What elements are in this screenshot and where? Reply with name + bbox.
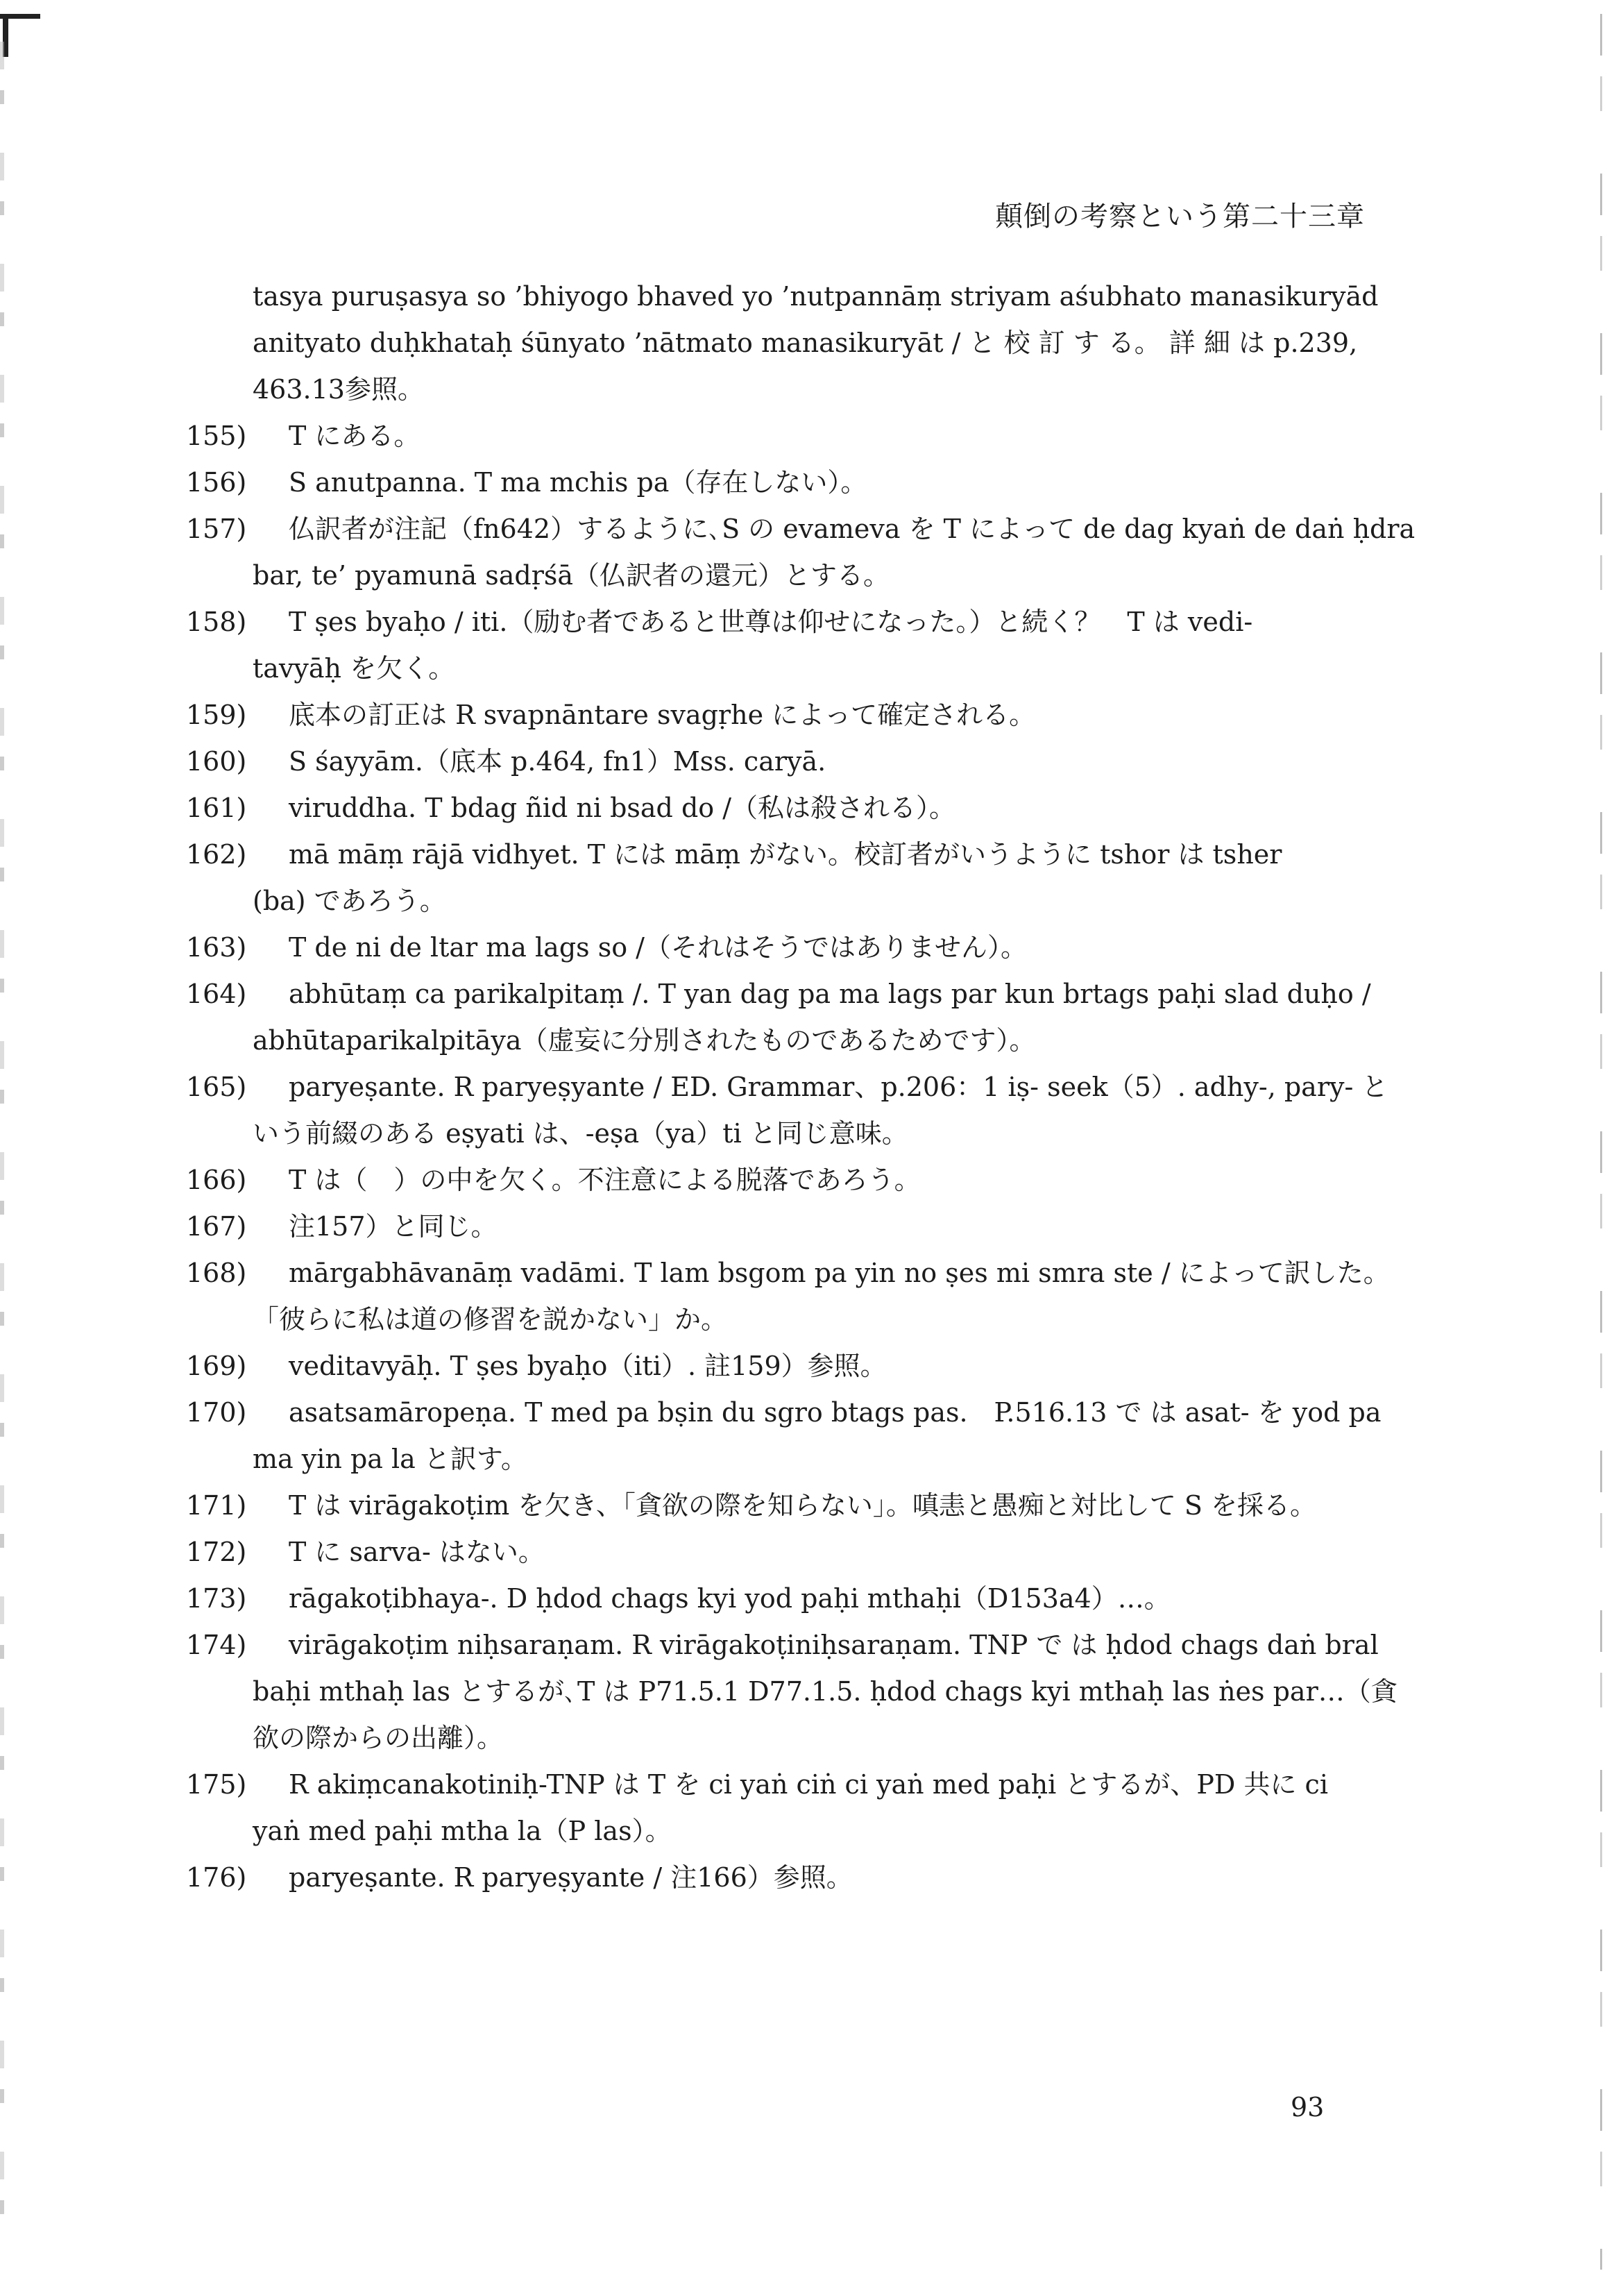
footnote-line: 注157）と同じ。 xyxy=(289,1211,498,1242)
footnote-line: abhūtaparikalpitāya（虚妄に分別されたものであるためです）。 xyxy=(253,1025,1036,1056)
running-head: 顛倒の考察という第二十三章 xyxy=(995,201,1365,233)
footnote-item xyxy=(186,832,1393,925)
footnote-line: T de ni de ltar ma lags so /（それはそうではありません）。 xyxy=(289,932,1027,963)
footnote-line: abhūtaṃ ca parikalpitaṃ /. T yan dag pa ma lags par kun brtags paḥi slad duḥo / xyxy=(289,979,1371,1009)
footnote-line: S śayyām.（底本 p.464, fn1）Mss. caryā. xyxy=(289,746,826,777)
footnote-number: 172) xyxy=(186,1537,247,1567)
footnote-number: 157) xyxy=(186,514,247,544)
continued-line: 463.13参照。 xyxy=(253,374,424,405)
scan-edge-right xyxy=(1600,14,1602,2270)
footnote-text xyxy=(253,599,1393,692)
footnote-line: paryeṣante. R paryeṣyante / 注166）参照。 xyxy=(289,1862,853,1893)
footnote-line: T ṣes byaḥo / iti.（励む者であると世尊は仰せになった。）と続く？ T は vedi- xyxy=(289,607,1253,637)
footnote-number: 170) xyxy=(186,1397,247,1428)
footnote-text xyxy=(289,1343,1393,1390)
footnote-line: S anutpanna. T ma mchis pa（存在しない）。 xyxy=(289,467,867,498)
footnote-line: 仏訳者が注記（fn642）するように､S の evameva を T によって de dag kyaṅ de daṅ ḥdra xyxy=(289,514,1416,544)
footnote-line: 底本の訂正は R svapnāntare svagṛhe によって確定される。 xyxy=(289,700,1036,730)
footnote-number: 168) xyxy=(186,1258,247,1288)
footnote-text xyxy=(253,1390,1393,1483)
notes-block xyxy=(186,273,1416,1901)
footnote-number: 156) xyxy=(186,467,247,498)
footnote-line: R akiṃcanakotiniḥ-TNP は T を ci yaṅ ciṅ ci yaṅ med paḥi とするが、PD 共に ci xyxy=(289,1769,1328,1800)
footnote-line: 欲の際からの出離）。 xyxy=(253,1723,504,1753)
footnote-line: tavyāḥ を欠く。 xyxy=(253,653,455,684)
footnote-number: 169) xyxy=(186,1351,247,1381)
footnote-line: rāgakoṭibhaya-. D ḥdod chags kyi yod paḥi mthaḥi（D153a4）…。 xyxy=(289,1583,1171,1614)
footnote-item xyxy=(186,1343,1393,1390)
footnote-text xyxy=(289,1157,1393,1204)
footnote-line: T は virāgakoṭim を欠き、「貪欲の際を知らない」。嗔恚と愚痴と対比して S を採る。 xyxy=(289,1490,1317,1521)
footnote-text xyxy=(289,738,1393,785)
footnote-line: paryeṣante. R paryeṣyante / ED. Grammar、p.206：1 iṣ- seek（5）. adhy-, pary- と xyxy=(289,1072,1388,1102)
footnote-text xyxy=(253,1064,1393,1157)
footnote-item xyxy=(186,785,1393,832)
footnote-line: mā māṃ rājā vidhyet. T には māṃ がない。校訂者がいうように tshor は tsher xyxy=(289,839,1282,870)
footnote-number: 166) xyxy=(186,1165,247,1195)
footnote-item xyxy=(186,971,1393,1064)
footnote-item xyxy=(186,1762,1393,1855)
footnote-item xyxy=(186,692,1393,738)
footnote-item xyxy=(186,1622,1397,1762)
footnote-number: 165) xyxy=(186,1072,247,1102)
scan-corner-mark xyxy=(0,0,83,49)
footnote-item xyxy=(186,1390,1393,1483)
footnote-item xyxy=(186,1483,1393,1529)
footnote-line: virāgakoṭim niḥsaraṇam. R virāgakoṭiniḥsaraṇam. TNP で は ḥdod chags daṅ bral xyxy=(289,1630,1379,1660)
footnote-line: mārgabhāvanāṃ vadāmi. T lam bsgom pa yin no ṣes mi smra ste / によって訳した。 xyxy=(289,1258,1390,1288)
footnote-number: 159) xyxy=(186,700,247,730)
footnote-line: yaṅ med paḥi mtha la（P las）。 xyxy=(253,1816,672,1846)
continued-line: tasya puruṣasya so ’bhiyogo bhaved yo ’nutpannāṃ striyam aśubhato manasikuryād xyxy=(253,281,1379,312)
footnote-item xyxy=(186,413,1393,459)
footnote-text xyxy=(289,1204,1393,1250)
footnote-number: 160) xyxy=(186,746,247,777)
footnote-number: 163) xyxy=(186,932,247,963)
footnote-text xyxy=(289,1855,1393,1901)
footnote-text xyxy=(253,971,1393,1064)
footnote-line: ma yin pa la と訳す。 xyxy=(253,1444,527,1474)
footnote-text xyxy=(289,1576,1393,1622)
footnote-text xyxy=(289,1529,1393,1576)
footnote-text xyxy=(289,785,1393,832)
footnote-text xyxy=(289,925,1393,971)
footnote-number: 161) xyxy=(186,793,247,823)
footnote-number: 176) xyxy=(186,1862,247,1893)
footnote-item xyxy=(186,506,1416,599)
footnote-text xyxy=(289,692,1393,738)
footnote-number: 167) xyxy=(186,1211,247,1242)
footnote-line: 「彼らに私は道の修習を説かない」か。 xyxy=(253,1304,728,1335)
footnote-line: veditavyāḥ. T ṣes byaḥo（iti）. 註159）参照。 xyxy=(289,1351,887,1381)
continued-note xyxy=(186,273,1393,413)
footnote-item xyxy=(186,459,1393,506)
footnote-item xyxy=(186,599,1393,692)
footnote-item xyxy=(186,925,1393,971)
footnote-line: T に sarva- はない。 xyxy=(289,1537,545,1567)
footnote-item xyxy=(186,1250,1393,1343)
footnote-line: bar, te’ pyamunā sadṛśā（仏訳者の還元）とする。 xyxy=(253,560,890,591)
footnote-item xyxy=(186,1529,1393,1576)
footnote-text xyxy=(253,1762,1393,1855)
footnote-text xyxy=(253,832,1393,925)
footnote-number: 174) xyxy=(186,1630,247,1660)
footnote-item xyxy=(186,1204,1393,1250)
footnote-text xyxy=(289,413,1393,459)
footnote-text xyxy=(253,506,1416,599)
footnote-line: T は（ ）の中を欠く。不注意による脱落であろう。 xyxy=(289,1165,921,1195)
footnote-line: viruddha. T bdag ñid ni bsad do /（私は殺される）。 xyxy=(289,793,956,823)
footnote-line: asatsamāropeṇa. T med pa bṣin du sgro btags pas. P.516.13 で は asat- を yod pa xyxy=(289,1397,1382,1428)
footnote-item xyxy=(186,1064,1393,1157)
footnote-number: 155) xyxy=(186,421,247,451)
footnote-number: 171) xyxy=(186,1490,247,1521)
footnote-text xyxy=(289,1483,1393,1529)
continued-line: anityato duḥkhataḥ śūnyato ’nātmato manasikuryāt / と 校 訂 す る。 詳 細 は p.239, xyxy=(253,328,1358,358)
footnote-number: 162) xyxy=(186,839,247,870)
page-number: 93 xyxy=(1291,2092,1325,2122)
footnote-text xyxy=(253,1250,1393,1343)
footnote-number: 158) xyxy=(186,607,247,637)
footnote-line: baḥi mthaḥ las とするが､T は P71.5.1 D77.1.5. ḥdod chags kyi mthaḥ las ṅes par…（貪 xyxy=(253,1676,1397,1707)
footnote-item xyxy=(186,1576,1393,1622)
footnote-number: 175) xyxy=(186,1769,247,1800)
footnote-line: (ba) であろう。 xyxy=(253,886,446,916)
footnote-list xyxy=(186,413,1416,1901)
footnote-number: 173) xyxy=(186,1583,247,1614)
footnote-item xyxy=(186,1157,1393,1204)
footnote-number: 164) xyxy=(186,979,247,1009)
footnote-item xyxy=(186,1855,1393,1901)
footnote-text xyxy=(289,459,1393,506)
footnote-item xyxy=(186,738,1393,785)
footnote-text xyxy=(253,1622,1397,1762)
footnote-line: T にある。 xyxy=(289,421,420,451)
footnote-line: いう前綴のある eṣyati は、-eṣa（ya）ti と同じ意味。 xyxy=(253,1118,908,1149)
scan-edge-left xyxy=(0,42,4,2263)
